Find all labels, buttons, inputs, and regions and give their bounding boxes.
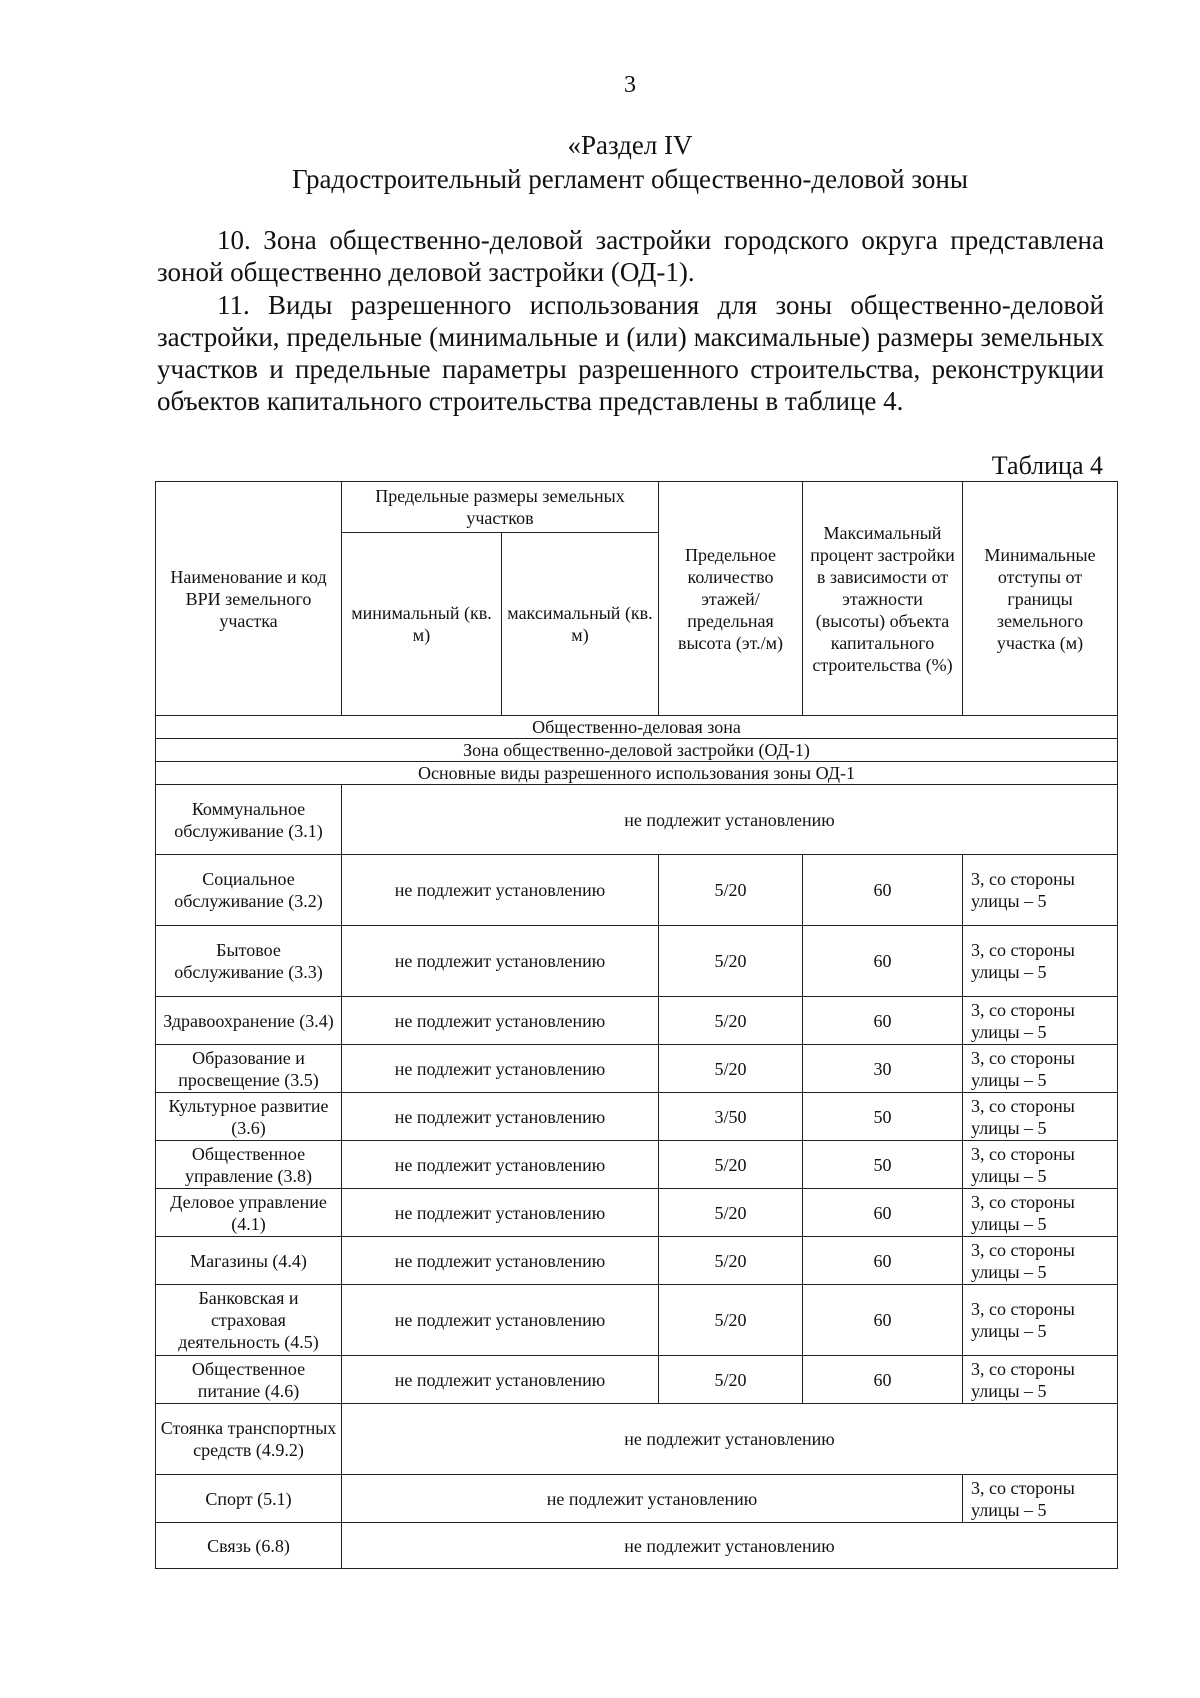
row-full-value: не подлежит установлению bbox=[342, 785, 1118, 855]
table-caption: Таблица 4 bbox=[991, 451, 1103, 480]
header-setback: Минимальные отступы от границы земельного участка (м) bbox=[963, 482, 1118, 716]
row-floors: 5/20 bbox=[659, 1356, 803, 1404]
row-setback: 3, со стороны улицы – 5 bbox=[963, 1237, 1118, 1285]
row-floors: 3/50 bbox=[659, 1093, 803, 1141]
row-name: Связь (6.8) bbox=[156, 1523, 342, 1569]
row-percent: 60 bbox=[803, 1356, 963, 1404]
table-row bbox=[156, 855, 1118, 926]
row-size: не подлежит установлению bbox=[342, 1237, 659, 1285]
row-size: не подлежит установлению bbox=[342, 1141, 659, 1189]
section-title: «Раздел IV bbox=[567, 130, 693, 160]
row-setback: 3, со стороны улицы – 5 bbox=[963, 1356, 1118, 1404]
row-percent: 50 bbox=[803, 1093, 963, 1141]
main-types-title: Основные виды разрешенного использования зоны ОД-1 bbox=[156, 762, 1118, 785]
table-row bbox=[156, 1189, 1118, 1237]
row-size-wide: не подлежит установлению bbox=[342, 1475, 963, 1523]
row-size: не подлежит установлению bbox=[342, 1189, 659, 1237]
row-name: Банковская и страховая деятельность (4.5) bbox=[156, 1285, 342, 1356]
row-name: Здравоохранение (3.4) bbox=[156, 997, 342, 1045]
table-row bbox=[156, 1285, 1118, 1356]
row-setback: 3, со стороны улицы – 5 bbox=[963, 1045, 1118, 1093]
row-setback: 3, со стороны улицы – 5 bbox=[963, 926, 1118, 997]
row-name: Общественное управление (3.8) bbox=[156, 1141, 342, 1189]
row-floors: 5/20 bbox=[659, 1189, 803, 1237]
table-row bbox=[156, 997, 1118, 1045]
row-setback: 3, со стороны улицы – 5 bbox=[963, 1475, 1118, 1523]
page-number: 3 bbox=[624, 72, 636, 98]
row-floors: 5/20 bbox=[659, 1045, 803, 1093]
table-row bbox=[156, 1404, 1118, 1475]
row-size: не подлежит установлению bbox=[342, 926, 659, 997]
row-floors: 5/20 bbox=[659, 1285, 803, 1356]
table-row bbox=[156, 1045, 1118, 1093]
row-floors: 5/20 bbox=[659, 1237, 803, 1285]
table-row bbox=[156, 926, 1118, 997]
row-name: Образование и просвещение (3.5) bbox=[156, 1045, 342, 1093]
table-row bbox=[156, 785, 1118, 855]
row-name: Деловое управление (4.1) bbox=[156, 1189, 342, 1237]
row-name: Спорт (5.1) bbox=[156, 1475, 342, 1523]
row-size: не подлежит установлению bbox=[342, 997, 659, 1045]
header-name: Наименование и код ВРИ земельного участка bbox=[156, 482, 342, 716]
row-setback: 3, со стороны улицы – 5 bbox=[963, 1189, 1118, 1237]
header-floors: Предельное количество этажей/ предельная высота (эт./м) bbox=[659, 482, 803, 716]
row-floors: 5/20 bbox=[659, 997, 803, 1045]
table-row bbox=[156, 1093, 1118, 1141]
row-full-value: не подлежит установлению bbox=[342, 1404, 1118, 1475]
row-setback: 3, со стороны улицы – 5 bbox=[963, 1093, 1118, 1141]
row-percent: 50 bbox=[803, 1141, 963, 1189]
regulation-table bbox=[155, 481, 1118, 1569]
table-row bbox=[156, 1475, 1118, 1523]
table-row bbox=[156, 1141, 1118, 1189]
paragraph-10: 10. Зона общественно-деловой застройки городского округа представлена зоной общественно деловой застройки (ОД-1). bbox=[157, 225, 1104, 287]
row-name: Магазины (4.4) bbox=[156, 1237, 342, 1285]
row-size: не подлежит установлению bbox=[342, 1045, 659, 1093]
row-floors: 5/20 bbox=[659, 855, 803, 926]
table-row bbox=[156, 1356, 1118, 1404]
row-setback: 3, со стороны улицы – 5 bbox=[963, 1141, 1118, 1189]
zone-title: Общественно-деловая зона bbox=[156, 716, 1118, 739]
row-percent: 60 bbox=[803, 1237, 963, 1285]
row-name: Культурное развитие (3.6) bbox=[156, 1093, 342, 1141]
row-setback: 3, со стороны улицы – 5 bbox=[963, 997, 1118, 1045]
header-plot-sizes: Предельные размеры земельных участков bbox=[342, 482, 659, 533]
row-percent: 60 bbox=[803, 1285, 963, 1356]
row-percent: 60 bbox=[803, 855, 963, 926]
header-max: максимальный (кв. м) bbox=[502, 533, 659, 716]
row-percent: 60 bbox=[803, 926, 963, 997]
row-percent: 30 bbox=[803, 1045, 963, 1093]
subzone-title: Зона общественно-деловой застройки (ОД-1) bbox=[156, 739, 1118, 762]
row-size: не подлежит установлению bbox=[342, 855, 659, 926]
row-setback: 3, со стороны улицы – 5 bbox=[963, 1285, 1118, 1356]
row-name: Коммунальное обслуживание (3.1) bbox=[156, 785, 342, 855]
row-name: Бытовое обслуживание (3.3) bbox=[156, 926, 342, 997]
row-percent: 60 bbox=[803, 1189, 963, 1237]
table-row bbox=[156, 1523, 1118, 1569]
row-size: не подлежит установлению bbox=[342, 1356, 659, 1404]
row-name: Общественное питание (4.6) bbox=[156, 1356, 342, 1404]
row-full-value: не подлежит установлению bbox=[342, 1523, 1118, 1569]
row-size: не подлежит установлению bbox=[342, 1093, 659, 1141]
header-min: минимальный (кв. м) bbox=[342, 533, 502, 716]
row-setback: 3, со стороны улицы – 5 bbox=[963, 855, 1118, 926]
row-floors: 5/20 bbox=[659, 1141, 803, 1189]
row-name: Стоянка транспортных средств (4.9.2) bbox=[156, 1404, 342, 1475]
table-row bbox=[156, 1237, 1118, 1285]
paragraph-11: 11. Виды разрешенного использования для зоны общественно-деловой застройки, предельные (минимальные и (или) максимальные) размеры земельных участков и предельные параметры разрешенного строительства, реконструкции объектов капитального строительства представлены в таблице 4. bbox=[157, 290, 1104, 416]
row-floors: 5/20 bbox=[659, 926, 803, 997]
row-percent: 60 bbox=[803, 997, 963, 1045]
section-subtitle: Градостроительный регламент общественно-деловой зоны bbox=[292, 164, 968, 194]
row-size: не подлежит установлению bbox=[342, 1285, 659, 1356]
row-name: Социальное обслуживание (3.2) bbox=[156, 855, 342, 926]
header-percent: Максимальный процент застройки в зависимости от этажности (высоты) объекта капитального строительства (%) bbox=[803, 482, 963, 716]
